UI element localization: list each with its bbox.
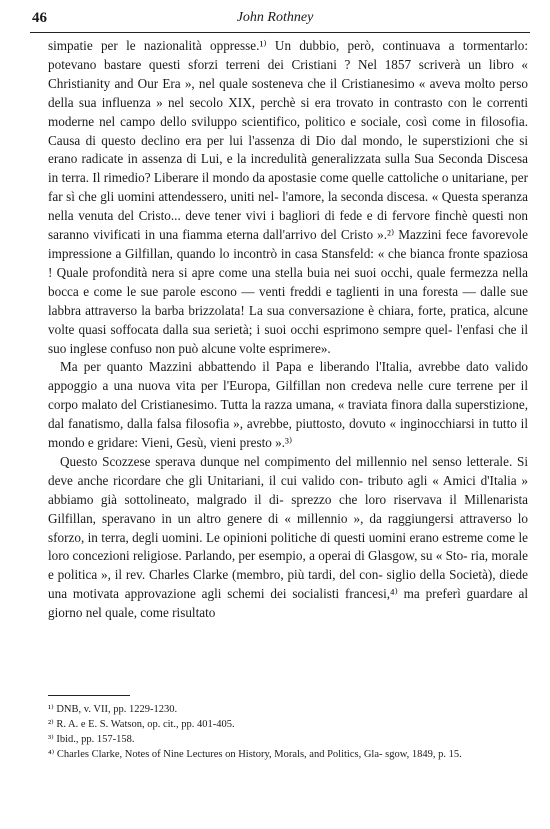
body-line: simpatie per le nazionalità oppresse.¹⁾ Un dubbio, però, continuava a [48, 38, 455, 53]
body-line: socialisti francesi,⁴⁾ ma preferì guardare al giorno nel quale, come risultato [48, 586, 528, 621]
body-line: ria, morale e politica », il rev. Charles Clarke (membro, più tardi, del con- [48, 548, 529, 583]
body-text [48, 37, 528, 623]
body-line: favorevole impressione a Gilfillan, quando lo incontrò in casa Stansfeld: [48, 227, 529, 261]
page-header [0, 0, 550, 32]
footnote-2 [48, 717, 528, 732]
body-line: radicate in assenza di Lui, e la incredulità generalizzata sulla Sua Seconda [81, 151, 483, 167]
body-line: nelle cure terrene per il corpo malato del Cristianesimo. Tutta la razza [48, 378, 528, 413]
body-line: gridare: Vieni, Gesù, vieni presto ».³⁾ [97, 435, 293, 451]
body-line: « che bianca fronte spaziosa ! Quale profondità nera si apre come una stella [48, 245, 529, 280]
paragraph-2 [48, 358, 528, 453]
footnote-line: ³⁾ Ibid., pp. 157-158. [48, 734, 135, 745]
body-line: senso letterale. Si deve anche ricordare che gli Unitariani, il cui valido con- [48, 453, 528, 488]
body-line: Questo Scozzese sperava dunque nel compimento del millennio nel [60, 453, 428, 469]
body-line: volte quasi soffocata dalla sua serietà; i suoi occhi esprimono sempre quel- [48, 321, 453, 337]
body-line: tributo agli « Amici d'Italia » abbiamo già sottolineato, malgrado il di- [48, 472, 529, 507]
footnote-line: sgow, 1849, p. 15. [385, 749, 462, 760]
body-line: declino era per lui l'assenza di Dio dal mondo, le superstizioni che si erano [48, 132, 528, 167]
body-line: genere di « millennio », da raggiungersi attraverso lo sforzo, in terra, degli [48, 510, 528, 545]
body-line: Ma per quanto Mazzini abbattendo il Papa e liberando l'Italia, avrebbe [60, 359, 460, 375]
body-line: umana, « traviata finora dalla superstizione, dal fanatismo, dalla falsa [48, 397, 529, 432]
header-rule [30, 32, 530, 33]
body-line: buia nei suoi occhi, quale fermezza nella bocca e come le sue parole escono [48, 264, 528, 299]
footnote-rule [48, 695, 130, 696]
body-line: Cristianesimo « aveva molto perso della sua influenza » nel secolo XIX, [48, 75, 529, 110]
running-title: John Rothney [236, 10, 314, 25]
body-line: l'enfasi che il suo inglese confuso non può alcune volte esprimere». [48, 321, 529, 356]
body-line: tormentarlo: potevano bastare questi sforzi terreni dei Cristiani ? Nel 1857 [48, 38, 528, 72]
footnote-4 [48, 747, 528, 762]
page-number: 46 [32, 10, 47, 26]
body-line: siglio della Società), diede una motivata approvazione agli schemi dei [48, 567, 528, 602]
body-line: — venti freddi e taglienti in una foresta — dalle sue labbra attraverso la [48, 283, 529, 318]
paragraph-1 [48, 37, 528, 358]
body-line: barba brizzolata! La sua conversazione è chiara, forte, pratica, alcune [154, 302, 528, 318]
footnote-line: ⁴⁾ Charles Clarke, Notes of Nine Lectures on History, Morals, and Politics, Gla- [48, 749, 383, 760]
body-line: sviluppo scientifico, politico e sociale, così come in filosofia. Causa di questo [48, 113, 528, 148]
footnotes [48, 702, 528, 762]
body-line: sprezzo che loro riservava il Millenarista Gilfillan, speravano in un altro [48, 491, 528, 526]
footnote-line: ¹⁾ DNB, v. VII, pp. 1229-1230. [48, 704, 178, 715]
body-line: deve tener vivi i bagliori di fede e di fervore finchè questi non saranno [48, 208, 529, 243]
footnote-1 [48, 702, 528, 717]
body-line: perchè si era trovato in contrasto con le correnti moderne nel campo dello [48, 94, 529, 129]
body-line: concezioni religiose. Parlando, per esempio, a operai di Glasgow, su « Sto- [72, 548, 468, 564]
body-line: filosofia », avrebbe, piuttosto, dovuto « inginocchiarsi in tutto il mondo e [48, 416, 529, 451]
paragraph-3 [48, 453, 528, 623]
body-line: dato valido appoggio a una nuova vita per l'Europa, Gilfillan non credeva [48, 359, 529, 394]
footnote-line: ²⁾ R. A. e E. S. Watson, op. cit., pp. 401-405. [48, 719, 235, 730]
body-line: cattoliche o unitariane, per far sì che gli uomini attendessero, uniti nel- [48, 170, 528, 205]
body-line: scriverà un libro « Christianity and Our Era », nel quale sosteneva che il [48, 56, 529, 91]
body-line: l'amore, la seconda discesa. « Questa speranza nella venuta del Cristo... [48, 189, 529, 224]
body-line: Discesa in terra. Il rimedio? Liberare il mondo da apostasie come quelle [48, 151, 529, 186]
body-line: vivificati in una fiamma eterna dall'arrivo del Cristo ».²⁾ Mazzini fece [93, 227, 468, 243]
footnote-3 [48, 732, 528, 747]
body-line: uomini. Le opinioni politiche di questi uomini erano estreme come le loro [48, 529, 529, 564]
